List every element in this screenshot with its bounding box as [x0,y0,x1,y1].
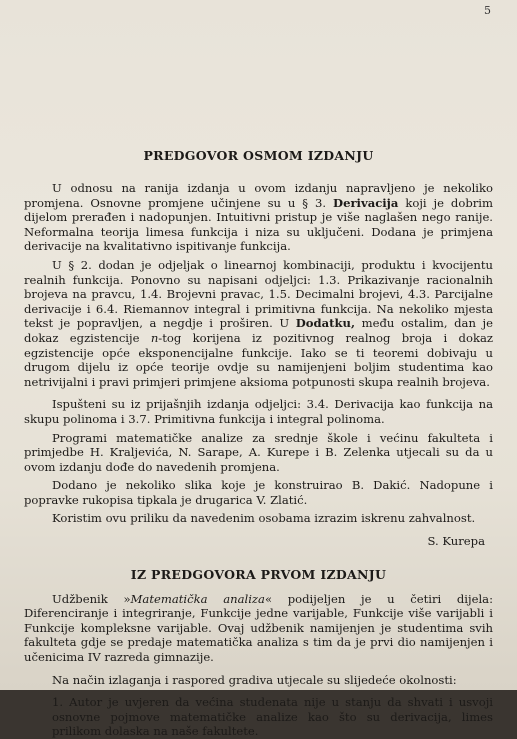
paragraph: Programi matematičke analize za srednje škole i većinu fakulteta i primjedbe H. Kraljevića, N. Sarape, A. Kurepe i B. Zelenka utjecali su da u ovom izdanju dođe do navedenih promjena. [24,430,493,474]
paragraph: Na način izlaganja i raspored gradiva utjecale su slijedeće okolnosti: [52,672,457,687]
paragraph: Udžbenik »Matematička analiza« podijeljen je u četiri dijela: Diferenciranje i integriranje, Funkcije jedne varijable, Funkcije više varijabli i Funkcije kompleksne varijable. Ovaj udžbenik namijenjen je studentima svih fakulteta gdje se predaje matematička analiza s tim da je prvi dio namijenjen i učenicima IV razreda gimnazije. [24,591,493,665]
page-number: 5 [484,4,491,17]
italic-term: n [150,330,159,345]
paragraph: Koristim ovu priliku da navedenim osobama izrazim iskrenu zahvalnost. [52,511,476,526]
section-title-preface-eighth-edition: PREDGOVOR OSMOM IZDANJU [143,148,374,163]
section-title-preface-first-edition: IZ PREDGOVORA PRVOM IZDANJU [130,566,387,582]
paragraph: Dodano je nekoliko slika koje je konstruirao B. Dakić. Nadopune i popravke rukopisa tipkala je drugarica V. Zlatić. [24,478,493,507]
list-item: 1. Autor je uvjeren da većina studenata nije u stanju da shvati i usvoji osnovne pojmove matematičke analize kao što su derivacija, limes prilikom dolaska na naše fakultete. [52,695,493,739]
bold-term: Dodatku, [295,316,355,331]
paragraph: Ispušteni su iz prijašnjih izdanja odjeljci: 3.4. Derivacija kao funkcija na skupu polinoma i 3.7. Primitivna funkcija i integral polinoma. [24,397,493,426]
page-content [24,148,493,739]
paragraph: U odnosu na ranija izdanja u ovom izdanju napravljeno je nekoliko promjena. Osnovne promjene učinjene su u § 3. Derivacija koji je dobrim dijelom prerađen i nadopunjen. Intuitivni pristup je više naglašen nego ranije. Neformalna teorija limesa funkcija i niza su uključeni. Dodana je primjena derivacije na kvalitativno ispitivanje funkcija. [24,181,493,254]
italic-title: Matematička analiza [130,591,265,606]
paragraph: U § 2. dodan je odjeljak o linearnoj kombinaciji, produktu i kvocijentu realnih funkcija. Ponovno su napisani odjeljci: 1.3. Prikazivanje racionalnih brojeva na pravcu, 1.4. Brojevni pravac, 1.5. Decimalni brojevi, 4.3. Parcijalne derivacije i 6.4. Riemannov integral i primitivna funkcija. Na nekoliko mjesta tekst je popravljen, a negdje i proširen. U Dodatku, među ostalim, dan je dokaz egzistencije n-tog korijena iz pozitivnog realnog broja i dokaz egzistencije opće eksponencijalne funkcije. Iako se ti teoremi dobivaju u drugom dijelu iz opće teorije ovdje su namijenjeni boljim studentima kao netrivijalni i pravi primjeri primjene aksioma potpunosti skupa realnih brojeva. [24,257,493,389]
bold-term: Derivacija [333,195,399,210]
author-signature: S. Kurepa [427,534,485,549]
